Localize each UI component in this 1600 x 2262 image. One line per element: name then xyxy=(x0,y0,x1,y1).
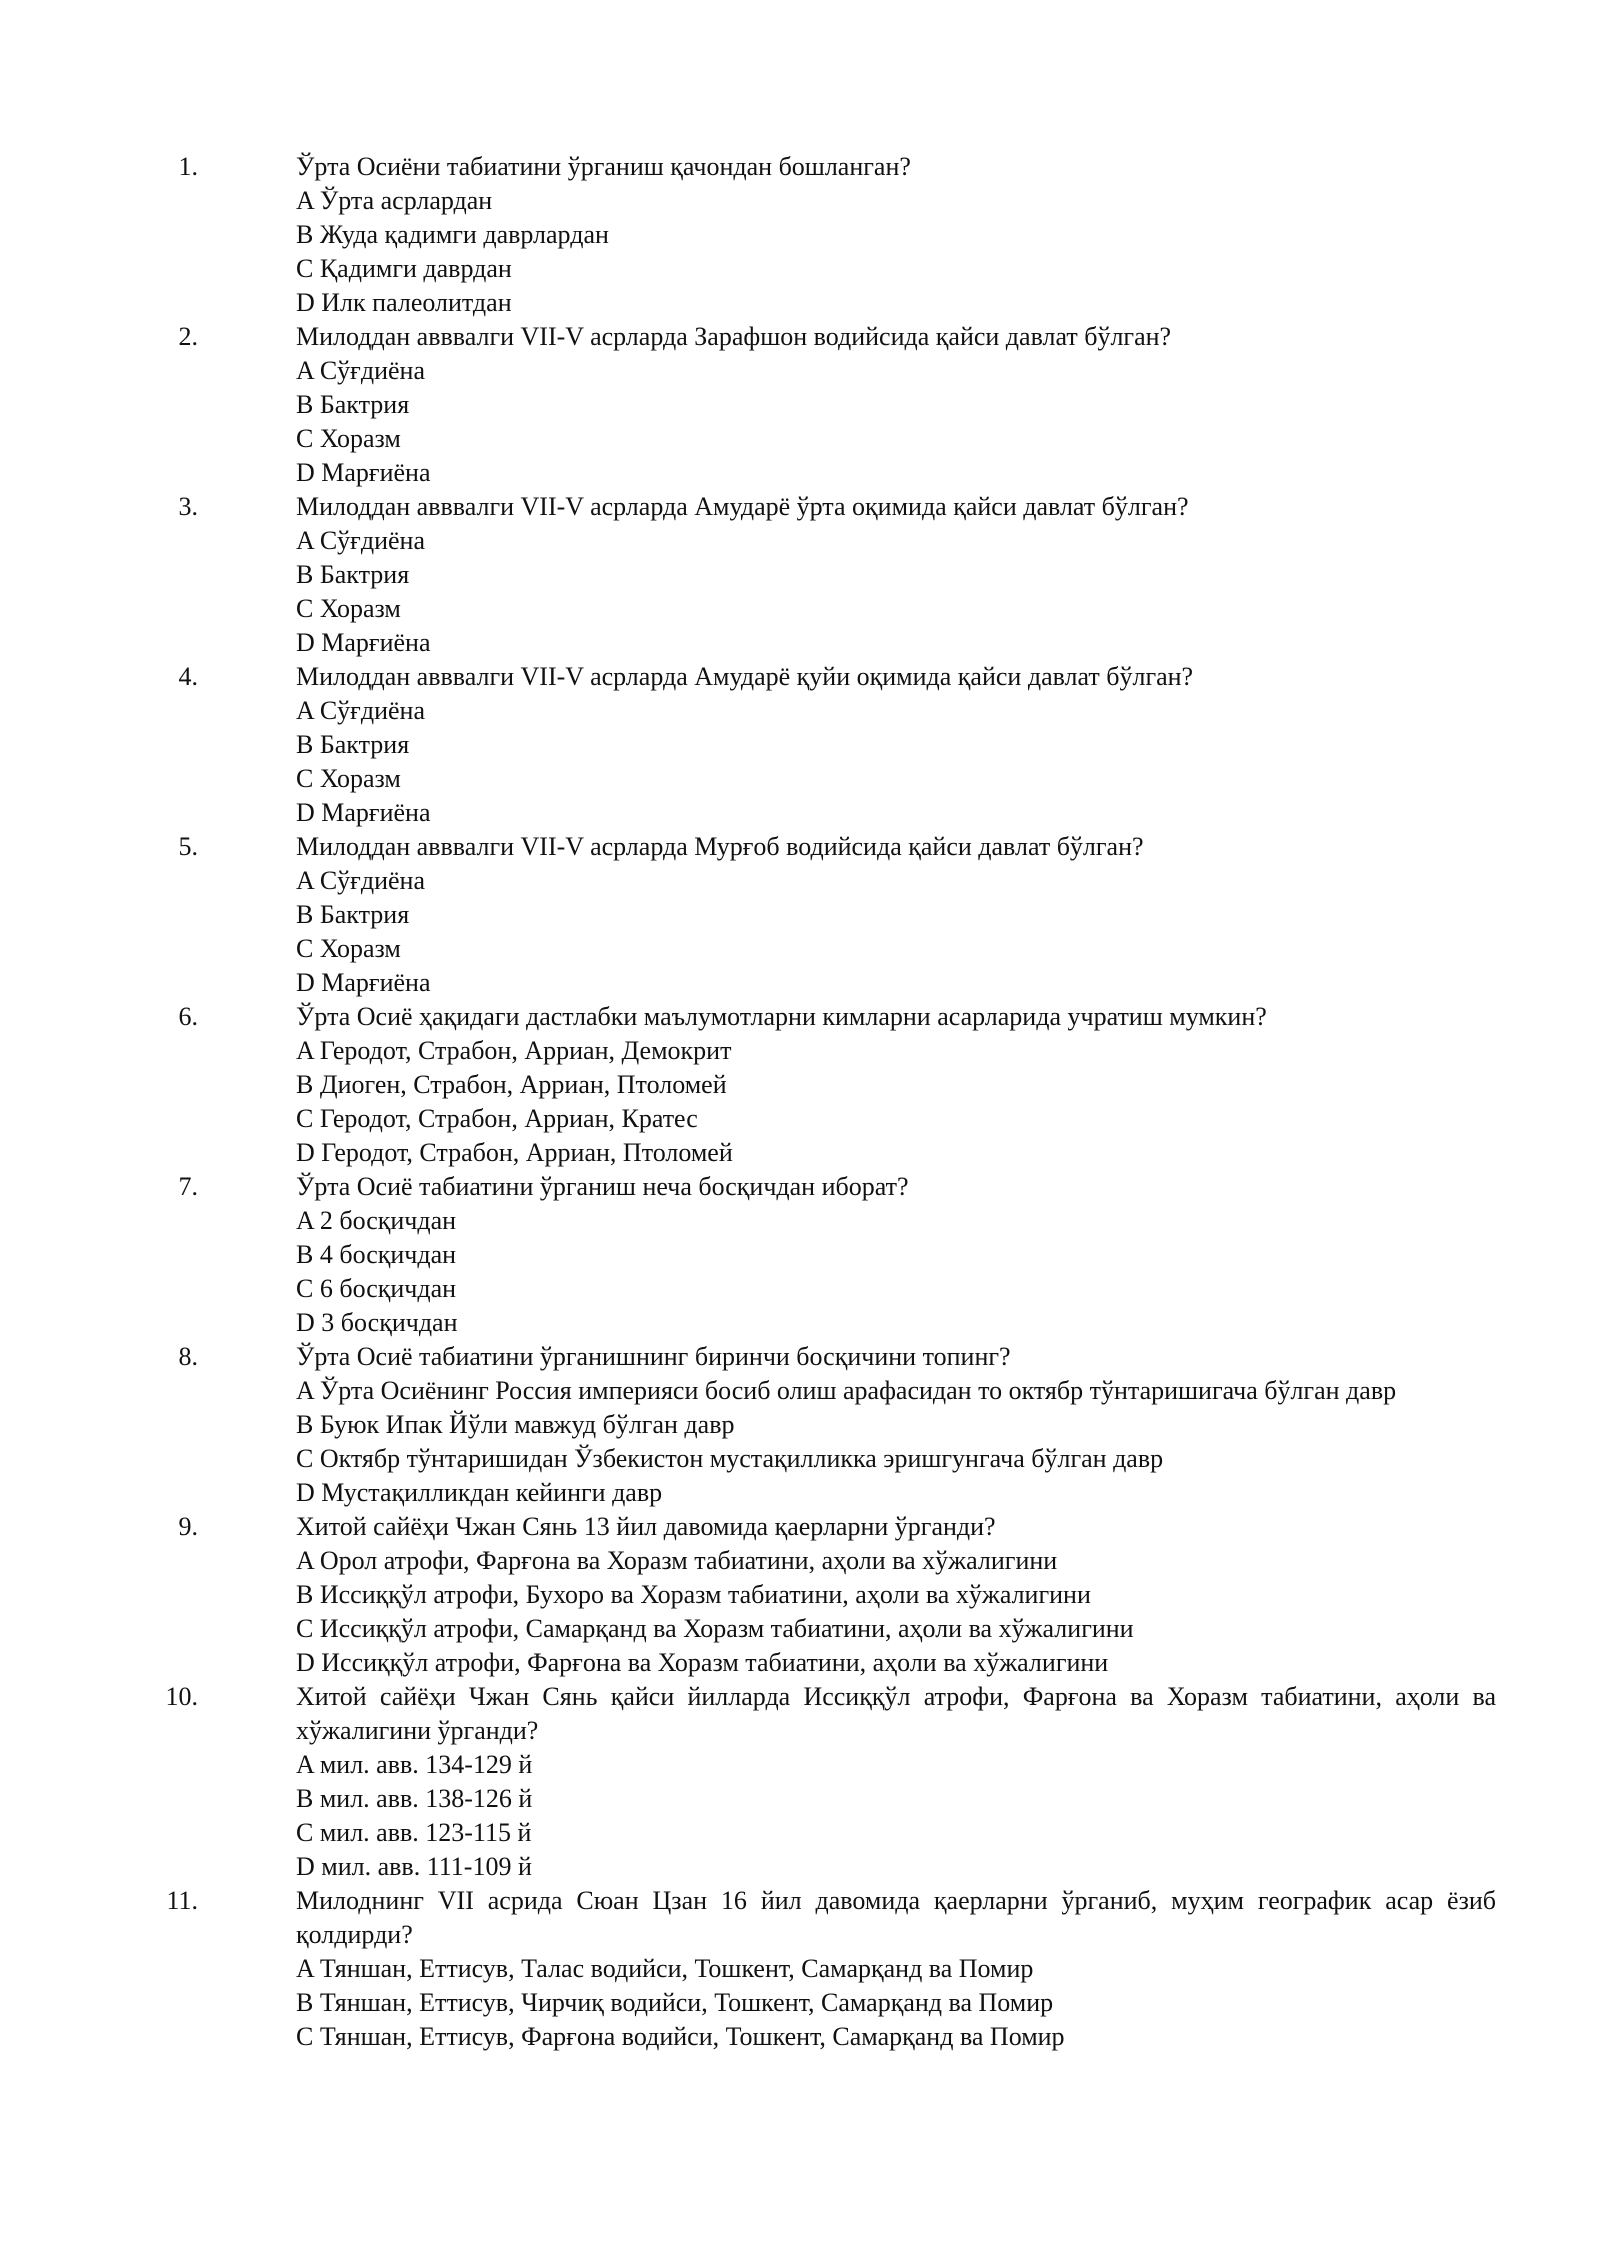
answer-option-a: A Орол атрофи, Фарғона ва Хоразм табиатини, аҳоли ва хўжалигини xyxy=(296,1546,1058,1575)
question-10 xyxy=(0,1680,1600,1884)
question-number: 9. xyxy=(178,1512,198,1541)
answer-option-b: B мил. авв. 138-126 й xyxy=(296,1784,533,1813)
question-11 xyxy=(0,1884,1600,2054)
question-text: Ўрта Осиё табиатини ўрганишнинг биринчи босқичини топинг? xyxy=(296,1342,1011,1371)
question-body xyxy=(296,1884,1496,2054)
answer-option-a: A Геродот, Страбон, Арриан, Демокрит xyxy=(296,1036,732,1065)
answer-option-b: B Тяншан, Еттисув, Чирчиқ водийси, Тошкент, Самарқанд ва Помир xyxy=(296,1988,1054,2017)
answer-option-c: C Иссиққўл атрофи, Самарқанд ва Хоразм табиатини, аҳоли ва хўжалигини xyxy=(296,1614,1134,1643)
answer-option-b: B Бактрия xyxy=(296,900,410,929)
answer-option-d: D мил. авв. 111-109 й xyxy=(296,1852,532,1881)
question-body xyxy=(296,490,1496,660)
answer-option-a: A Сўғдиёна xyxy=(296,696,425,725)
question-body xyxy=(296,1510,1496,1680)
answer-option-a: A Тяншан, Еттисув, Талас водийси, Тошкент, Самарқанд ва Помир xyxy=(296,1954,1034,1983)
answer-option-d: D Марғиёна xyxy=(296,458,431,487)
answer-option-a: A Сўғдиёна xyxy=(296,526,425,555)
answer-option-d: D Иссиққўл атрофи, Фарғона ва Хоразм табиатини, аҳоли ва хўжалигини xyxy=(296,1648,1109,1677)
question-number: 6. xyxy=(178,1002,198,1031)
answer-option-d: D Марғиёна xyxy=(296,968,431,997)
question-2 xyxy=(0,320,1600,490)
question-9 xyxy=(0,1510,1600,1680)
question-text: Милоддан авввалги VII-V асрларда Амударё қуйи оқимида қайси давлат бўлган? xyxy=(296,662,1194,691)
question-number: 10. xyxy=(165,1682,198,1711)
answer-option-c: C Хоразм xyxy=(296,594,401,623)
question-text: Милоднинг VII асрида Сюан Цзан 16 йил давомида қаерларни ўрганиб, муҳим географик асар ёзиб қолдирди? xyxy=(296,1886,1496,1949)
question-number: 3. xyxy=(178,492,198,521)
question-text: Ўрта Осиё ҳақидаги дастлабки маълумотларни кимларни асарларида учратиш мумкин? xyxy=(296,1002,1267,1031)
question-number: 7. xyxy=(178,1172,198,1201)
answer-option-d: D Марғиёна xyxy=(296,628,431,657)
answer-option-c: C Тяншан, Еттисув, Фарғона водийси, Тошкент, Самарқанд ва Помир xyxy=(296,2022,1065,2051)
answer-option-c: C Хоразм xyxy=(296,424,401,453)
answer-option-c: C мил. авв. 123-115 й xyxy=(296,1818,532,1847)
question-body xyxy=(296,1170,1496,1340)
answer-option-c: C Октябр тўнтаришидан Ўзбекистон мустақилликка эришгунгача бўлган давр xyxy=(296,1444,1164,1473)
answer-option-b: B Жуда қадимги даврлардан xyxy=(296,220,609,249)
question-7 xyxy=(0,1170,1600,1340)
question-number: 1. xyxy=(178,152,198,181)
question-list xyxy=(0,150,1600,2054)
answer-option-d: D Мустақилликдан кейинги давр xyxy=(296,1478,663,1507)
question-5 xyxy=(0,830,1600,1000)
question-3 xyxy=(0,490,1600,660)
answer-option-b: B Бактрия xyxy=(296,730,410,759)
answer-option-d: D Марғиёна xyxy=(296,798,431,827)
question-body xyxy=(296,320,1496,490)
question-body xyxy=(296,1680,1496,1884)
answer-option-b: B Бактрия xyxy=(296,560,410,589)
answer-option-b: B 4 босқичдан xyxy=(296,1240,457,1269)
answer-option-a: A 2 босқичдан xyxy=(296,1206,457,1235)
answer-option-c: C Хоразм xyxy=(296,764,401,793)
answer-option-a: A мил. авв. 134-129 й xyxy=(296,1750,533,1779)
question-number: 8. xyxy=(178,1342,198,1371)
question-number: 11. xyxy=(166,1886,198,1915)
answer-option-a: A Ўрта Осиёнинг Россия империяси босиб олиш арафасидан то октябр тўнтаришигача бўлган давр xyxy=(296,1376,1397,1405)
question-6 xyxy=(0,1000,1600,1170)
question-text: Хитой сайёҳи Чжан Сянь қайси йилларда Иссиққўл атрофи, Фарғона ва Хоразм табиатини, аҳоли ва хўжалигини ўрганди? xyxy=(296,1682,1496,1745)
question-1 xyxy=(0,150,1600,320)
question-text: Милоддан авввалги VII-V асрларда Амударё ўрта оқимида қайси давлат бўлган? xyxy=(296,492,1189,521)
question-number: 2. xyxy=(178,322,198,351)
answer-option-d: D Илк палеолитдан xyxy=(296,288,512,317)
answer-option-b: B Иссиққўл атрофи, Бухоро ва Хоразм табиатини, аҳоли ва хўжалигини xyxy=(296,1580,1091,1609)
answer-option-a: A Сўғдиёна xyxy=(296,866,425,895)
question-number: 5. xyxy=(178,832,198,861)
answer-option-d: D 3 босқичдан xyxy=(296,1308,458,1337)
answer-option-a: A Ўрта асрлардан xyxy=(296,186,493,215)
question-text: Милоддан авввалги VII-V асрларда Зарафшон водийсида қайси давлат бўлган? xyxy=(296,322,1172,351)
answer-option-a: A Сўғдиёна xyxy=(296,356,425,385)
question-body xyxy=(296,150,1496,320)
answer-option-c: C Хоразм xyxy=(296,934,401,963)
question-8 xyxy=(0,1340,1600,1510)
question-body xyxy=(296,1340,1496,1510)
answer-option-b: B Диоген, Страбон, Арриан, Птоломей xyxy=(296,1070,727,1099)
answer-option-d: D Геродот, Страбон, Арриан, Птоломей xyxy=(296,1138,733,1167)
answer-option-c: C Қадимги даврдан xyxy=(296,254,512,283)
question-body xyxy=(296,660,1496,830)
question-4 xyxy=(0,660,1600,830)
answer-option-b: B Буюк Ипак Йўли мавжуд бўлган давр xyxy=(296,1410,735,1439)
answer-option-c: C 6 босқичдан xyxy=(296,1274,457,1303)
question-body xyxy=(296,1000,1496,1170)
answer-option-b: B Бактрия xyxy=(296,390,410,419)
question-text: Хитой сайёҳи Чжан Сянь 13 йил давомида қаерларни ўрганди? xyxy=(296,1512,996,1541)
question-text: Ўрта Осиёни табиатини ўрганиш қачондан бошланган? xyxy=(296,152,911,181)
answer-option-c: C Геродот, Страбон, Арриан, Кратес xyxy=(296,1104,698,1133)
question-text: Ўрта Осиё табиатини ўрганиш неча босқичдан иборат? xyxy=(296,1172,909,1201)
question-body xyxy=(296,830,1496,1000)
question-text: Милоддан авввалги VII-V асрларда Мурғоб водийсида қайси давлат бўлган? xyxy=(296,832,1144,861)
question-number: 4. xyxy=(178,662,198,691)
